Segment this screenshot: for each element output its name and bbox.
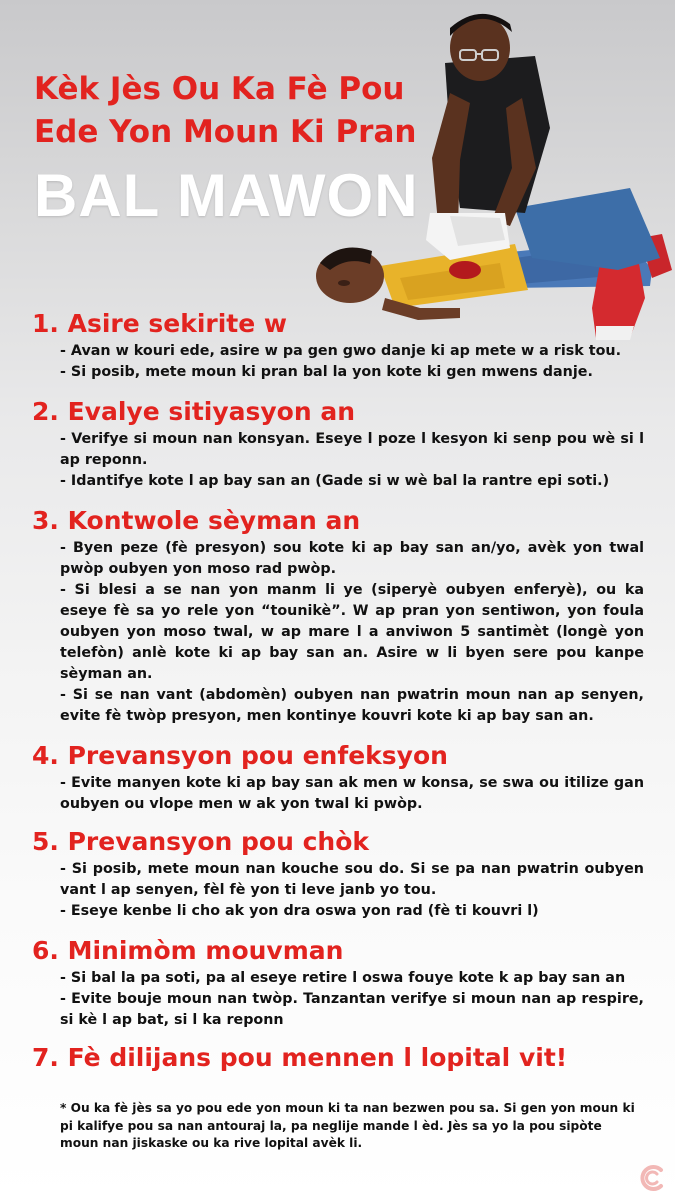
title-line-1: Kèk Jès Ou Ka Fè Pou [34,71,405,107]
section-title: 5. Prevansyon pou chòk [32,827,370,856]
section-6 [32,934,644,1031]
footnote: * Ou ka fè jès sa yo pou ede yon moun ki ta nan bezwen pou sa. Si gen yon moun ki pi kalifye pou sa nan antouraj la, pa neglije mande l èd. Jès sa yo la pou sipòte moun nan jiskaske ou ka rive lopital avèk li. [60,1101,635,1150]
section-2 [32,395,644,492]
bullet: - Avan w kouri ede, asire w pa gen gwo danje ki ap mete w a risk tou. [60,343,622,359]
section-4 [32,739,644,815]
section-7 [32,1041,644,1075]
first-aid-illustration [300,8,675,348]
brand-logo-icon [639,1164,667,1192]
section-title: 4. Prevansyon pou enfeksyon [32,741,448,770]
section-1 [32,307,644,383]
headline: BAL MAWON [34,162,419,229]
bullet: - Si blesi a se nan yon manm li ye (siperyè oubyen enferyè), ou ka eseye fè sa yo rele yon “tounikè”. W ap pran yon sentiwon, yon foula oubyen yon moso twal, w ap mare l a anviwon 5 santimèt (longè yon telefòn) anlè kote ki ap bay san an. Asire w li byen sere pou kanpe sèyman an. [60,582,644,682]
title-line-2: Ede Yon Moun Ki Pran [34,114,417,150]
bullet: - Byen peze (fè presyon) sou kote ki ap bay san an/yo, avèk yon twal pwòp oubyen yon moso rad pwòp. [60,540,644,577]
section-title: 6. Minimòm mouvman [32,936,344,965]
bullet: - Si se nan vant (abdomèn) oubyen nan pwatrin moun nan ap senyen, evite fè twòp presyon, men kontinye kouvri kote ki ap bay san an. [60,687,644,724]
bullet: - Verifye si moun nan konsyan. Eseye l poze l kesyon ki senp pou wè si l ap reponn. [60,431,644,468]
bullet: - Eseye kenbe li cho ak yon dra oswa yon rad (fè ti kouvri l) [60,903,539,919]
bullet: - Si bal la pa soti, pa al eseye retire l oswa fouye kote k ap bay san an [60,970,626,986]
bullet: - Si posib, mete moun nan kouche sou do. Si se pa nan pwatrin oubyen vant l ap senyen, fèl fè yon ti leve janb yo tou. [60,861,644,898]
section-title: 3. Kontwole sèyman an [32,506,361,535]
section-title: 2. Evalye sitiyasyon an [32,397,356,426]
bullet: - Si posib, mete moun ki pran bal la yon kote ki gen mwens danje. [60,364,593,380]
section-title: 7. Fè dilijans pou mennen l lopital vit! [32,1043,568,1072]
bullet: - Idantifye kote l ap bay san an (Gade si w wè bal la rantre epi soti.) [60,473,610,489]
section-5 [32,825,644,922]
section-3 [32,504,644,727]
instructions [32,305,644,1075]
bullet: - Evite manyen kote ki ap bay san ak men w konsa, se swa ou itilize gan oubyen ou vlope men w ak yon twal ki pwòp. [60,775,644,812]
bullet: - Evite bouje moun nan twòp. Tanzantan verifye si moun nan ap respire, si kè l ap bat, si l ka reponn [60,991,644,1028]
section-title: 1. Asire sekirite w [32,309,288,338]
